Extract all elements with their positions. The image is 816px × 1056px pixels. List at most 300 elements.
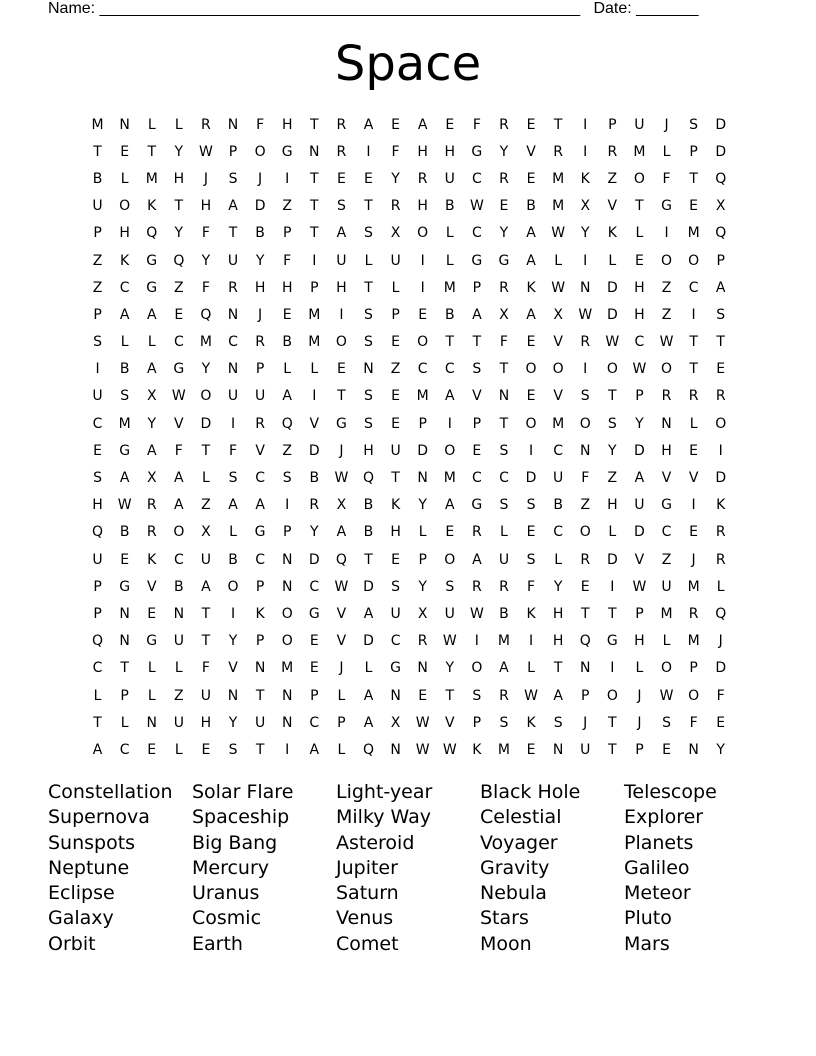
grid-letter[interactable]: I xyxy=(285,741,290,758)
grid-letter[interactable]: H xyxy=(119,225,130,242)
grid-letter[interactable]: Z xyxy=(661,279,672,296)
grid-letter[interactable]: D xyxy=(715,143,727,160)
grid-letter[interactable]: V xyxy=(255,442,265,459)
grid-letter[interactable]: M xyxy=(416,388,429,405)
grid-letter[interactable]: S xyxy=(499,442,509,459)
grid-letter[interactable]: R xyxy=(580,334,591,351)
grid-letter[interactable]: U xyxy=(227,388,239,405)
grid-letter[interactable]: Y xyxy=(608,442,617,459)
grid-letter[interactable]: L xyxy=(445,252,454,269)
grid-letter[interactable]: O xyxy=(417,334,429,351)
grid-letter[interactable]: X xyxy=(390,225,401,242)
grid-letter[interactable]: O xyxy=(471,660,483,677)
grid-letter[interactable]: P xyxy=(689,660,698,677)
grid-letter[interactable]: U xyxy=(634,497,645,514)
grid-letter[interactable]: N xyxy=(119,633,130,650)
grid-letter[interactable]: I xyxy=(420,279,425,296)
grid-letter[interactable]: F xyxy=(689,714,698,731)
grid-letter[interactable]: R xyxy=(499,170,509,187)
grid-letter[interactable]: L xyxy=(608,524,617,541)
grid-letter[interactable]: B xyxy=(92,170,103,187)
grid-letter[interactable]: P xyxy=(689,143,698,160)
grid-letter[interactable]: I xyxy=(664,225,669,242)
grid-letter[interactable]: P xyxy=(93,605,102,622)
grid-letter[interactable]: K xyxy=(255,605,265,622)
grid-letter[interactable]: E xyxy=(445,116,455,133)
grid-letter[interactable]: L xyxy=(120,334,129,351)
grid-letter[interactable]: T xyxy=(201,633,211,650)
grid-letter[interactable]: D xyxy=(254,198,266,215)
grid-letter[interactable]: P xyxy=(228,143,238,160)
grid-letter[interactable]: R xyxy=(390,198,401,215)
grid-letter[interactable]: O xyxy=(200,388,212,405)
grid-letter[interactable]: B xyxy=(119,361,130,378)
grid-letter[interactable]: P xyxy=(282,524,292,541)
grid-letter[interactable]: L xyxy=(554,252,563,269)
grid-letter[interactable]: A xyxy=(146,361,157,378)
grid-letter[interactable]: E xyxy=(364,170,373,187)
grid-letter[interactable]: S xyxy=(689,116,699,133)
grid-letter[interactable]: J xyxy=(637,714,642,731)
grid-letter[interactable]: G xyxy=(119,578,131,595)
grid-letter[interactable]: V xyxy=(553,388,563,405)
grid-letter[interactable]: O xyxy=(606,687,618,704)
grid-letter[interactable]: A xyxy=(119,306,130,323)
grid-letter[interactable]: N xyxy=(227,306,239,323)
grid-letter[interactable]: S xyxy=(499,714,509,731)
grid-letter[interactable]: E xyxy=(391,415,400,432)
grid-letter[interactable]: A xyxy=(146,306,157,323)
grid-letter[interactable]: E xyxy=(93,442,102,459)
grid-letter[interactable]: E xyxy=(418,687,428,704)
grid-letter[interactable]: O xyxy=(119,198,131,215)
grid-letter[interactable]: K xyxy=(607,225,617,242)
grid-letter[interactable]: Y xyxy=(391,170,400,187)
grid-letter[interactable]: O xyxy=(606,361,618,378)
grid-letter[interactable]: D xyxy=(606,306,618,323)
grid-letter[interactable]: F xyxy=(391,143,400,160)
grid-letter[interactable]: F xyxy=(201,225,210,242)
grid-letter[interactable]: P xyxy=(472,415,482,432)
grid-letter[interactable]: H xyxy=(552,605,564,622)
grid-letter[interactable]: E xyxy=(716,361,726,378)
grid-letter[interactable]: C xyxy=(309,578,320,595)
grid-letter[interactable]: E xyxy=(526,388,536,405)
grid-letter[interactable]: E xyxy=(526,334,536,351)
grid-letter[interactable]: P xyxy=(608,116,617,133)
grid-letter[interactable]: D xyxy=(606,279,618,296)
grid-letter[interactable]: D xyxy=(200,415,212,432)
grid-letter[interactable]: U xyxy=(173,714,184,731)
grid-letter[interactable]: Y xyxy=(228,714,238,731)
grid-letter[interactable]: R xyxy=(471,578,482,595)
grid-letter[interactable]: W xyxy=(117,497,132,514)
grid-letter[interactable]: Z xyxy=(92,279,103,296)
grid-letter[interactable]: E xyxy=(309,660,319,677)
grid-letter[interactable]: P xyxy=(255,633,265,650)
grid-letter[interactable]: N xyxy=(146,714,157,731)
grid-letter[interactable]: P xyxy=(635,605,644,622)
grid-letter[interactable]: S xyxy=(228,470,238,487)
grid-letter[interactable]: C xyxy=(390,633,401,650)
grid-letter[interactable]: P xyxy=(310,279,319,296)
grid-letter[interactable]: P xyxy=(120,687,129,704)
grid-letter[interactable]: N xyxy=(281,551,293,568)
grid-letter[interactable]: E xyxy=(418,306,428,323)
grid-letter[interactable]: A xyxy=(174,497,184,514)
grid-letter[interactable]: B xyxy=(228,551,238,568)
grid-letter[interactable]: L xyxy=(147,116,156,133)
grid-letter[interactable]: N xyxy=(390,687,401,704)
grid-letter[interactable]: S xyxy=(93,334,102,351)
grid-letter[interactable]: T xyxy=(120,660,129,677)
grid-letter[interactable]: U xyxy=(336,252,347,269)
grid-letter[interactable]: R xyxy=(255,415,265,432)
grid-letter[interactable]: W xyxy=(469,605,484,622)
grid-letter[interactable]: P xyxy=(472,279,482,296)
grid-letter[interactable]: C xyxy=(92,660,103,677)
grid-letter[interactable]: X xyxy=(201,524,211,541)
grid-letter[interactable]: L xyxy=(120,714,129,731)
grid-letter[interactable]: R xyxy=(255,334,265,351)
grid-letter[interactable]: Y xyxy=(499,143,509,160)
grid-letter[interactable]: I xyxy=(230,605,236,622)
grid-letter[interactable]: M xyxy=(199,334,212,351)
grid-letter[interactable]: L xyxy=(445,225,454,242)
grid-letter[interactable]: I xyxy=(583,361,588,378)
grid-letter[interactable]: L xyxy=(527,660,535,677)
grid-letter[interactable]: M xyxy=(552,170,565,187)
grid-letter[interactable]: V xyxy=(228,660,238,677)
grid-letter[interactable]: A xyxy=(119,470,130,487)
grid-letter[interactable]: M xyxy=(91,116,104,133)
grid-letter[interactable]: Y xyxy=(499,225,509,242)
grid-letter[interactable]: W xyxy=(415,714,430,731)
grid-letter[interactable]: W xyxy=(659,334,674,351)
grid-letter[interactable]: R xyxy=(715,388,726,405)
grid-letter[interactable]: V xyxy=(444,714,455,731)
grid-letter[interactable]: T xyxy=(310,198,319,215)
grid-letter[interactable]: N xyxy=(173,605,185,622)
grid-letter[interactable]: K xyxy=(147,551,157,568)
grid-letter[interactable]: L xyxy=(662,143,671,160)
grid-letter[interactable]: S xyxy=(364,225,373,242)
grid-letter[interactable]: M xyxy=(281,660,294,677)
grid-letter[interactable]: Y xyxy=(147,415,157,432)
grid-letter[interactable]: D xyxy=(715,660,727,677)
grid-letter[interactable]: O xyxy=(552,361,564,378)
grid-letter[interactable]: W xyxy=(334,470,349,487)
grid-letter[interactable]: L xyxy=(174,741,183,758)
grid-letter[interactable]: M xyxy=(145,170,158,187)
grid-letter[interactable]: P xyxy=(93,225,102,242)
grid-letter[interactable]: W xyxy=(442,633,457,650)
grid-letter[interactable]: O xyxy=(254,143,266,160)
grid-letter[interactable]: A xyxy=(526,225,536,242)
grid-letter[interactable]: V xyxy=(634,551,645,568)
grid-letter[interactable]: R xyxy=(580,551,591,568)
grid-letter[interactable]: D xyxy=(715,116,727,133)
grid-letter[interactable]: I xyxy=(230,415,236,432)
grid-letter[interactable]: A xyxy=(499,660,509,677)
grid-letter[interactable]: A xyxy=(363,116,374,133)
grid-letter[interactable]: W xyxy=(199,143,213,160)
grid-letter[interactable]: S xyxy=(553,714,563,731)
grid-letter[interactable]: S xyxy=(364,306,373,323)
grid-letter[interactable]: W xyxy=(469,198,484,215)
grid-letter[interactable]: D xyxy=(606,551,618,568)
grid-letter[interactable]: M xyxy=(687,578,700,595)
grid-letter[interactable]: C xyxy=(553,442,564,459)
grid-letter[interactable]: O xyxy=(173,524,185,541)
grid-letter[interactable]: E xyxy=(526,741,536,758)
grid-letter[interactable]: C xyxy=(92,415,103,432)
grid-letter[interactable]: R xyxy=(688,388,699,405)
grid-letter[interactable]: O xyxy=(525,361,537,378)
grid-letter[interactable]: T xyxy=(608,714,617,731)
grid-letter[interactable]: Q xyxy=(362,741,374,758)
grid-letter[interactable]: D xyxy=(634,442,645,459)
grid-letter[interactable]: Q xyxy=(92,633,104,650)
grid-letter[interactable]: U xyxy=(580,741,591,758)
grid-letter[interactable]: I xyxy=(285,497,290,514)
grid-letter[interactable]: R xyxy=(499,687,509,704)
grid-letter[interactable]: Q xyxy=(281,415,293,432)
grid-letter[interactable]: E xyxy=(147,741,157,758)
grid-letter[interactable]: R xyxy=(661,388,672,405)
grid-letter[interactable]: W xyxy=(442,741,457,758)
grid-letter[interactable]: Q xyxy=(715,225,727,242)
grid-letter[interactable]: W xyxy=(334,578,349,595)
grid-letter[interactable]: S xyxy=(499,497,509,514)
grid-letter[interactable]: T xyxy=(689,334,698,351)
grid-letter[interactable]: W xyxy=(632,361,647,378)
grid-letter[interactable]: H xyxy=(444,143,456,160)
grid-letter[interactable]: O xyxy=(417,225,429,242)
grid-letter[interactable]: O xyxy=(661,361,673,378)
grid-letter[interactable]: H xyxy=(173,170,185,187)
grid-letter[interactable]: H xyxy=(200,714,212,731)
grid-letter[interactable]: I xyxy=(366,143,371,160)
grid-letter[interactable]: J xyxy=(258,306,263,323)
grid-letter[interactable]: W xyxy=(659,687,674,704)
grid-letter[interactable]: R xyxy=(499,116,509,133)
grid-letter[interactable]: O xyxy=(335,334,347,351)
grid-letter[interactable]: S xyxy=(336,198,346,215)
grid-letter[interactable]: R xyxy=(688,605,699,622)
grid-letter[interactable]: K xyxy=(120,252,130,269)
grid-letter[interactable]: C xyxy=(444,361,455,378)
grid-letter[interactable]: I xyxy=(583,252,588,269)
grid-letter[interactable]: T xyxy=(310,170,319,187)
grid-letter[interactable]: M xyxy=(497,633,510,650)
grid-letter[interactable]: U xyxy=(200,551,212,568)
grid-letter[interactable]: H xyxy=(607,497,618,514)
grid-letter[interactable]: A xyxy=(228,198,238,215)
grid-letter[interactable]: N xyxy=(119,116,130,133)
grid-letter[interactable]: T xyxy=(364,198,373,215)
grid-letter[interactable]: S xyxy=(364,334,373,351)
grid-letter[interactable]: P xyxy=(418,551,427,568)
grid-letter[interactable]: C xyxy=(173,551,184,568)
grid-letter[interactable]: V xyxy=(553,334,563,351)
grid-letter[interactable]: C xyxy=(471,470,482,487)
grid-letter[interactable]: A xyxy=(201,578,211,595)
grid-letter[interactable]: U xyxy=(661,578,672,595)
grid-letter[interactable]: A xyxy=(174,470,184,487)
grid-letter[interactable]: O xyxy=(661,660,673,677)
grid-letter[interactable]: V xyxy=(661,470,672,487)
grid-letter[interactable]: L xyxy=(174,660,183,677)
grid-letter[interactable]: T xyxy=(201,605,211,622)
grid-letter[interactable]: Y xyxy=(310,524,319,541)
grid-letter[interactable]: D xyxy=(308,551,320,568)
grid-letter[interactable]: G xyxy=(471,252,483,269)
grid-letter[interactable]: T xyxy=(337,388,346,405)
grid-letter[interactable]: O xyxy=(661,252,673,269)
grid-letter[interactable]: R xyxy=(228,279,238,296)
grid-letter[interactable]: Z xyxy=(661,551,672,568)
grid-letter[interactable]: O xyxy=(444,551,456,568)
grid-letter[interactable]: N xyxy=(579,660,591,677)
grid-letter[interactable]: S xyxy=(607,415,617,432)
grid-letter[interactable]: N xyxy=(281,578,293,595)
grid-letter[interactable]: G xyxy=(254,524,266,541)
grid-letter[interactable]: N xyxy=(579,279,591,296)
grid-letter[interactable]: T xyxy=(635,198,644,215)
grid-letter[interactable]: O xyxy=(525,415,537,432)
grid-letter[interactable]: V xyxy=(526,143,536,160)
grid-letter[interactable]: S xyxy=(364,415,373,432)
grid-letter[interactable]: B xyxy=(309,470,320,487)
grid-letter[interactable]: G xyxy=(335,415,347,432)
grid-letter[interactable]: O xyxy=(633,170,645,187)
grid-letter[interactable]: A xyxy=(309,741,320,758)
grid-letter[interactable]: P xyxy=(255,361,265,378)
grid-letter[interactable]: E xyxy=(391,388,400,405)
grid-letter[interactable]: S xyxy=(662,714,671,731)
grid-letter[interactable]: E xyxy=(499,198,509,215)
grid-letter[interactable]: Q xyxy=(715,605,727,622)
grid-letter[interactable]: T xyxy=(716,334,725,351)
grid-letter[interactable]: V xyxy=(174,415,184,432)
grid-letter[interactable]: Z xyxy=(174,279,184,296)
grid-letter[interactable]: Q xyxy=(362,470,374,487)
grid-letter[interactable]: T xyxy=(689,361,698,378)
grid-letter[interactable]: W xyxy=(524,687,538,704)
grid-letter[interactable]: T xyxy=(608,388,617,405)
grid-letter[interactable]: X xyxy=(499,306,509,323)
grid-letter[interactable]: Y xyxy=(174,225,184,242)
grid-letter[interactable]: U xyxy=(444,170,455,187)
grid-letter[interactable]: R xyxy=(417,170,428,187)
grid-letter[interactable]: I xyxy=(95,361,100,378)
grid-letter[interactable]: M xyxy=(552,415,565,432)
grid-letter[interactable]: N xyxy=(498,388,510,405)
grid-letter[interactable]: H xyxy=(634,306,645,323)
grid-letter[interactable]: Y xyxy=(445,660,455,677)
grid-letter[interactable]: Z xyxy=(580,497,591,514)
grid-letter[interactable]: A xyxy=(336,524,347,541)
grid-letter[interactable]: B xyxy=(174,578,184,595)
grid-letter[interactable]: T xyxy=(608,605,617,622)
grid-letter[interactable]: F xyxy=(527,578,536,595)
grid-letter[interactable]: G xyxy=(308,605,320,622)
grid-letter[interactable]: I xyxy=(528,633,534,650)
grid-letter[interactable]: P xyxy=(635,741,644,758)
grid-letter[interactable]: S xyxy=(364,388,373,405)
grid-letter[interactable]: N xyxy=(688,741,699,758)
grid-letter[interactable]: E xyxy=(120,551,130,568)
grid-letter[interactable]: K xyxy=(716,497,726,514)
grid-letter[interactable]: B xyxy=(444,306,455,323)
name-field[interactable]: Name: ______________________________________________________ xyxy=(48,0,581,17)
grid-letter[interactable]: A xyxy=(715,279,726,296)
grid-letter[interactable]: N xyxy=(363,361,374,378)
grid-letter[interactable]: G xyxy=(606,633,618,650)
date-field[interactable]: Date: _______ xyxy=(593,0,699,17)
grid-letter[interactable]: G xyxy=(146,279,158,296)
grid-letter[interactable]: J xyxy=(339,442,344,459)
grid-letter[interactable]: N xyxy=(227,361,239,378)
grid-letter[interactable]: N xyxy=(227,687,239,704)
grid-letter[interactable]: O xyxy=(579,415,591,432)
grid-letter[interactable]: G xyxy=(471,143,483,160)
grid-letter[interactable]: B xyxy=(499,605,509,622)
grid-letter[interactable]: R xyxy=(146,497,157,514)
grid-letter[interactable]: U xyxy=(92,198,103,215)
grid-letter[interactable]: Y xyxy=(201,252,211,269)
grid-letter[interactable]: Q xyxy=(200,306,212,323)
grid-letter[interactable]: N xyxy=(552,741,564,758)
grid-letter[interactable]: R xyxy=(201,116,211,133)
grid-letter[interactable]: S xyxy=(526,551,536,568)
grid-letter[interactable]: V xyxy=(336,605,347,622)
grid-letter[interactable]: O xyxy=(444,442,456,459)
grid-letter[interactable]: B xyxy=(282,334,292,351)
grid-letter[interactable]: S xyxy=(228,170,238,187)
grid-letter[interactable]: D xyxy=(715,470,727,487)
grid-letter[interactable]: B xyxy=(255,225,265,242)
grid-letter[interactable]: T xyxy=(201,442,211,459)
grid-letter[interactable]: P xyxy=(255,578,265,595)
grid-letter[interactable]: A xyxy=(553,687,563,704)
grid-letter[interactable]: F xyxy=(201,660,210,677)
grid-letter[interactable]: Q xyxy=(92,524,104,541)
grid-letter[interactable]: S xyxy=(282,470,292,487)
grid-letter[interactable]: A xyxy=(472,551,482,568)
grid-letter[interactable]: D xyxy=(525,470,537,487)
grid-letter[interactable]: R xyxy=(715,524,726,541)
grid-letter[interactable]: U xyxy=(390,442,401,459)
grid-letter[interactable]: L xyxy=(716,578,725,595)
grid-letter[interactable]: L xyxy=(337,741,346,758)
grid-letter[interactable]: R xyxy=(715,551,726,568)
grid-letter[interactable]: B xyxy=(526,198,536,215)
grid-letter[interactable]: K xyxy=(580,170,590,187)
grid-letter[interactable]: H xyxy=(281,116,293,133)
grid-letter[interactable]: I xyxy=(312,388,317,405)
grid-letter[interactable]: R xyxy=(146,524,157,541)
grid-letter[interactable]: H xyxy=(552,633,564,650)
grid-letter[interactable]: I xyxy=(583,116,588,133)
grid-letter[interactable]: Q xyxy=(335,551,347,568)
grid-letter[interactable]: I xyxy=(312,252,317,269)
grid-letter[interactable]: U xyxy=(227,252,239,269)
grid-letter[interactable]: L xyxy=(120,170,129,187)
grid-letter[interactable]: I xyxy=(339,306,344,323)
grid-letter[interactable]: U xyxy=(92,388,103,405)
